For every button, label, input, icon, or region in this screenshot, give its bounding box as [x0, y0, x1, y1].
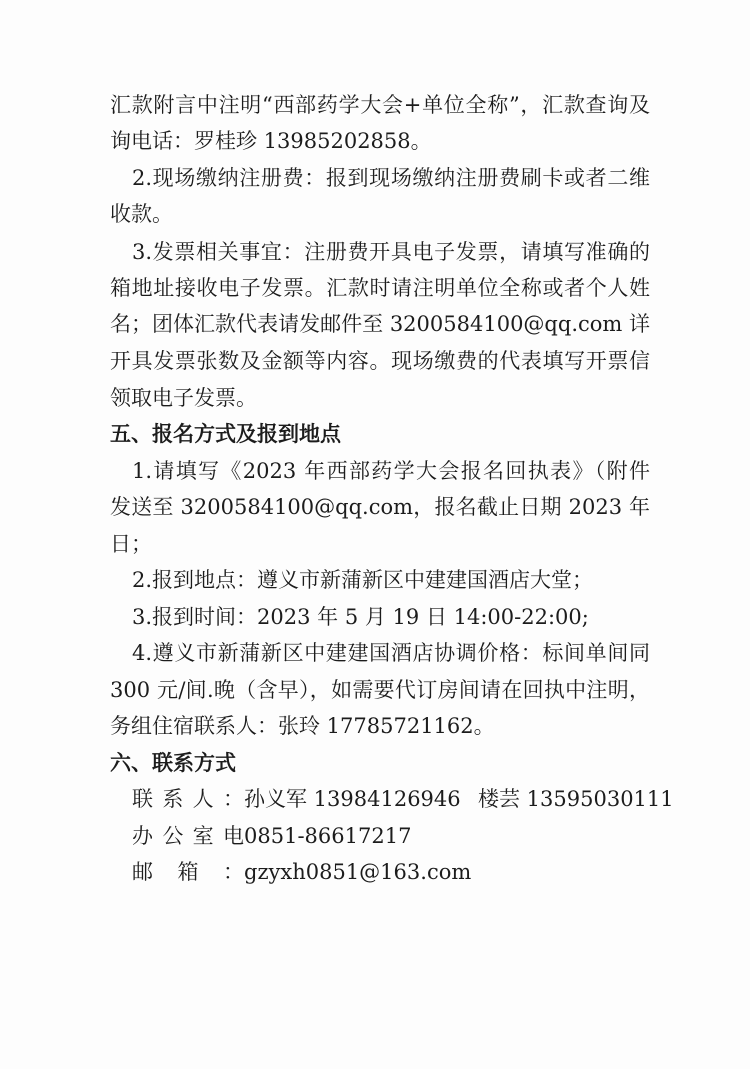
contact-person-label: 联系人： — [132, 787, 244, 811]
office-phone-label: 办公室电 — [132, 824, 244, 848]
contact-person-value: 孙义军 13984126946 — [244, 787, 461, 811]
registration-line-2: 发送至 3200584100@qq.com，报名截止日期 2023 年 — [110, 495, 650, 519]
registration-line-1: 1.请填写《2023 年西部药学大会报名回执表》（附件 — [132, 459, 650, 483]
hotel-price-line-2: 300 元/间.晚（含早），如需要代订房间请在回执中注明， — [110, 678, 650, 702]
hotel-price-line-3: 务组住宿联系人：张玲 17785721162。 — [110, 714, 495, 738]
office-phone-value: 0851-86617217 — [244, 824, 412, 848]
contact-person-extra: 楼芸 13595030111 — [478, 787, 674, 811]
invoice-line-1: 3.发票相关事宜：注册费开具电子发票，请填写准确的 — [132, 240, 650, 264]
section-five-heading: 五、报名方式及报到地点 — [110, 422, 341, 446]
email-value: gzyxh0851@163.com — [244, 860, 472, 884]
invoice-line-4: 开具发票张数及金额等内容。现场缴费的代表填写开票信 — [110, 349, 650, 373]
invoice-line-3: 名；团体汇款代表请发邮件至 3200584100@qq.com 详 — [110, 312, 650, 336]
onsite-payment-line-1: 2.现场缴纳注册费：报到现场缴纳注册费刷卡或者二维 — [132, 166, 650, 190]
onsite-payment-line-2: 收款。 — [110, 202, 173, 226]
section-six-heading: 六、联系方式 — [110, 751, 236, 775]
invoice-line-5: 领取电子发票。 — [110, 386, 257, 410]
invoice-line-2: 箱地址接收电子发票。汇款时请注明单位全称或者个人姓 — [110, 276, 650, 300]
email-label: 邮箱： — [132, 860, 244, 884]
payment-note-line-2: 询电话：罗桂珍 13985202858。 — [110, 129, 432, 153]
payment-note-line-1: 汇款附言中注明“西部药学大会+单位全称”，汇款查询及 — [110, 93, 650, 117]
registration-line-3: 日； — [110, 532, 152, 556]
checkin-time: 3.报到时间：2023 年 5 月 19 日 14:00-22:00; — [132, 605, 589, 629]
hotel-price-line-1: 4.遵义市新蒲新区中建建国酒店协调价格：标间单间同 — [132, 641, 650, 665]
checkin-location: 2.报到地点：遵义市新蒲新区中建建国酒店大堂； — [132, 568, 594, 592]
